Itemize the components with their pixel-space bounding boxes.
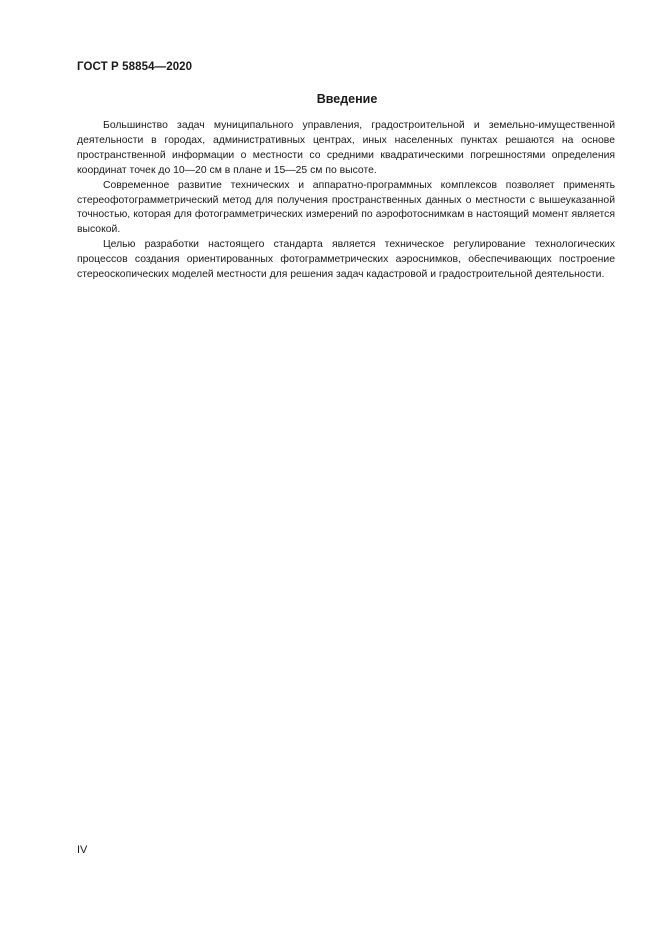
page-number: IV — [77, 844, 88, 856]
standard-header: ГОСТ Р 58854—2020 — [77, 61, 193, 73]
body-text — [77, 119, 615, 283]
paragraph: Современное развитие технических и аппаратно-программных комплексов позволяет применять стереофотограмметрический метод для получения пространственных данных о местности с вышеуказанной точностью, которая для фотограмметрических измерений по аэрофотоснимкам в настоящий момент является высокой. — [77, 179, 615, 236]
paragraph: Целью разработки настоящего стандарта является техническое регулирование технологических процессов создания ориентированных фотограмметрических аэроснимков, обеспечивающих построение стереоскопических моделей местности для решения задач кадастровой и градостроительной деятельности. — [77, 239, 615, 281]
paragraph: Большинство задач муниципального управления, градостроительной и земельно-имущественной деятельности в городах, административных центрах, иных населенных пунктах решаются на основе пространственной информации о местности со средними квадратическими погрешностями определения координат точек до 10—20 см в плане и 15—25 см по высоте. — [77, 120, 615, 176]
section-title: Введение — [316, 92, 378, 106]
